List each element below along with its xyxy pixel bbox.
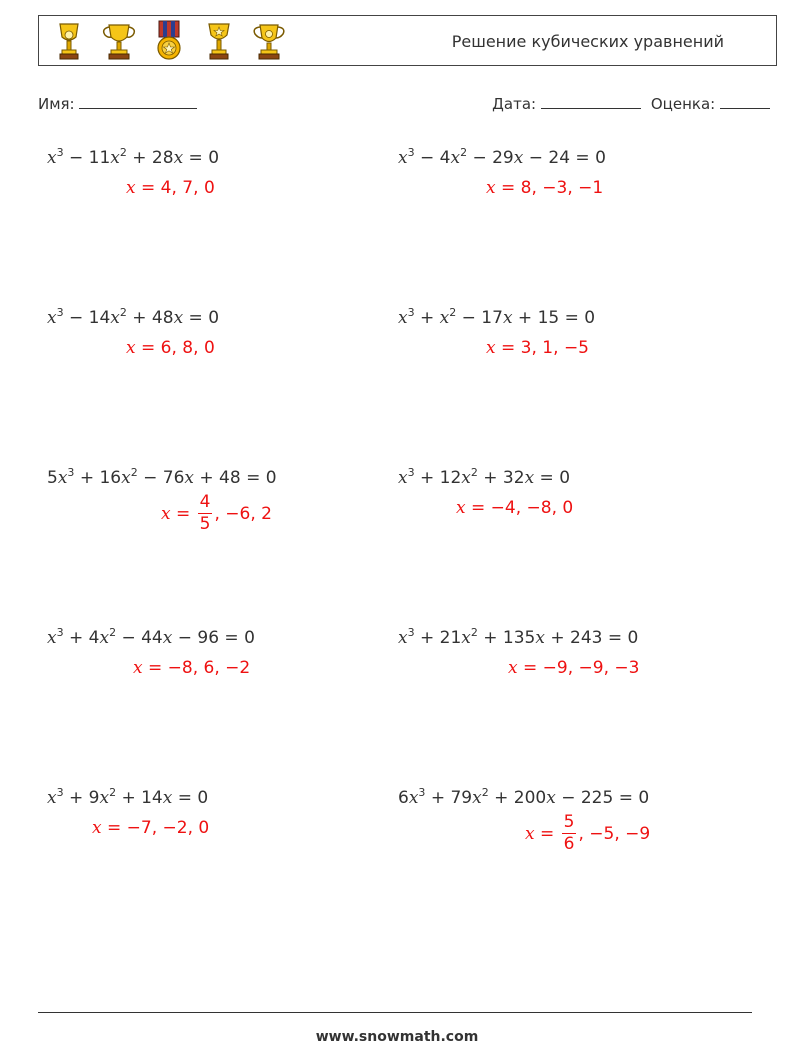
problem-answer: x = −7, −2, 0 — [92, 818, 210, 838]
problem-answer: x = −4, −8, 0 — [456, 498, 574, 518]
problem-answer: x = $\frac{4}{5}$ , −6, 2 — [161, 492, 272, 534]
worksheet-header — [38, 15, 777, 66]
name-label: Имя: — [38, 95, 75, 113]
problem-answer: x = 4, 7, 0 — [126, 178, 215, 198]
date-field — [492, 94, 641, 113]
footer-site: www.snowmath.com — [315, 1029, 479, 1045]
trophy-icon — [97, 19, 141, 63]
problem-answer: x = 8, −3, −1 — [486, 178, 604, 198]
trophy-icon — [247, 19, 291, 63]
grade-blank — [720, 94, 770, 109]
problem-answer: x = −8, 6, −2 — [133, 658, 251, 678]
problem-equation: $x^3 + x^2 - 17x + 15 = 0$ — [398, 306, 596, 328]
medal-icon — [147, 19, 191, 63]
name-field — [38, 94, 197, 113]
grade-field — [651, 94, 770, 113]
problem-equation: $x^3 + 12x^2 + 32x = 0$ — [398, 466, 571, 488]
date-label: Дата: — [492, 95, 537, 113]
problem-equation: $x^3 + 4x^2 - 44x - 96 = 0$ — [47, 626, 255, 648]
fraction: $\frac{4}{5}$ — [199, 492, 211, 534]
problem-answer: x = −9, −9, −3 — [508, 658, 640, 678]
trophy-icon — [47, 19, 91, 63]
grade-label: Оценка: — [650, 95, 716, 113]
problem-answer: x = 6, 8, 0 — [126, 338, 215, 358]
problem-answer: x = $\frac{5}{6}$ , −5, −9 — [525, 812, 651, 854]
problem-equation: $x^3 + 9x^2 + 14x = 0$ — [47, 786, 209, 808]
problem-equation: $x^3 - 11x^2 + 28x = 0$ — [47, 146, 220, 168]
trophy-row — [47, 19, 291, 63]
worksheet-title: Решение кубических уравнений — [451, 32, 724, 51]
problem-equation: $5x^3 + 16x^2 - 76x + 48 = 0$ — [47, 466, 277, 488]
trophy-icon — [197, 19, 241, 63]
date-grade-fields — [492, 94, 770, 113]
footer-divider — [38, 1012, 752, 1013]
problem-equation: $x^3 - 14x^2 + 48x = 0$ — [47, 306, 220, 328]
name-blank — [79, 94, 197, 109]
problem-equation: $x^3 - 4x^2 - 29x - 24 = 0$ — [398, 146, 606, 168]
problem-answer: x = 3, 1, −5 — [486, 338, 589, 358]
fraction: $\frac{5}{6}$ — [563, 812, 575, 854]
problem-equation: $6x^3 + 79x^2 + 200x - 225 = 0$ — [398, 786, 650, 808]
problem-equation: $x^3 + 21x^2 + 135x + 243 = 0$ — [398, 626, 639, 648]
date-blank — [541, 94, 641, 109]
